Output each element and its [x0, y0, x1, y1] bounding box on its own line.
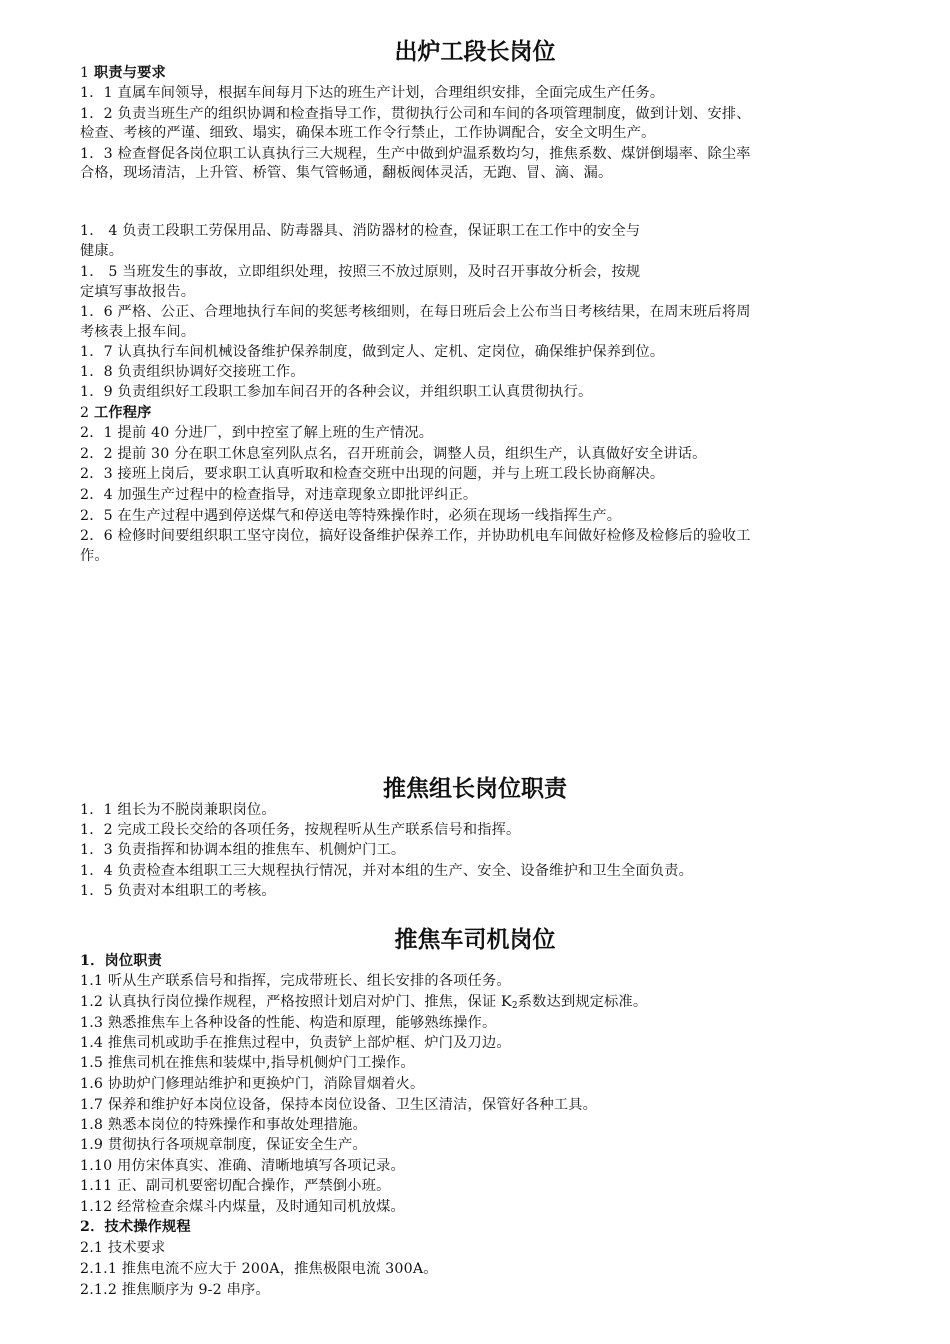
- paragraph-line: 2．4 加强生产过程中的检查指导，对违章现象立即批评纠正。: [80, 487, 478, 503]
- paragraph-line: 1．1 组长为不脱岗兼职岗位。: [80, 802, 276, 818]
- paragraph-line: 1．8 负责组织协调好交接班工作。: [80, 364, 305, 380]
- paragraph-line: 检查、考核的严谨、细致、塌实，确保本班工作令行禁止，工作协调配合，安全文明生产。: [80, 125, 656, 141]
- paragraph-line: 2．2 提前 30 分在职工休息室列队点名，召开班前会，调整人员，组织生产，认真做好安全讲话。: [80, 446, 707, 462]
- section-title-furnace-foreman: 出炉工段长岗位: [394, 38, 556, 65]
- paragraph-line: 2．3 接班上岗后，要求职工认真听取和检查交班中出现的问题，并与上班工段长协商解决。: [80, 466, 665, 482]
- paragraph-line: 1.10 用仿宋体真实、准确、清晰地填写各项记录。: [80, 1158, 405, 1174]
- text-run: 系数达到规定标准。: [517, 994, 648, 1010]
- paragraph-line: 1.6 协助炉门修理站维护和更换炉门，消除冒烟着火。: [80, 1076, 425, 1092]
- paragraph-line: 作。: [80, 548, 109, 564]
- paragraph-line: 2．1 提前 40 分进厂，到中控室了解上班的生产情况。: [80, 425, 434, 441]
- paragraph-line: 1．2 负责当班生产的组织协调和检查指导工作，贯彻执行公司和车间的各项管理制度，做到计划、安排、: [80, 106, 751, 122]
- section-heading-operating-rules: 2．技术操作规程: [80, 1219, 191, 1235]
- paragraph-line: 定填写事故报告。: [80, 284, 196, 300]
- paragraph-line: 2．6 检修时间要组织职工坚守岗位，搞好设备维护保养工作，并协助机电车间做好检修及检修后的验收工: [80, 528, 751, 544]
- paragraph-line: 2．5 在生产过程中遇到停送煤气和停送电等特殊操作时，必须在现场一线指挥生产。: [80, 508, 622, 524]
- paragraph-line: 合格，现场清洁，上升管、桥管、集气管畅通，翻板阀体灵活，无跑、冒、滴、漏。: [80, 165, 613, 181]
- paragraph-line: 1.9 贯彻执行各项规章制度，保证安全生产。: [80, 1137, 367, 1153]
- paragraph-line: 健康。: [80, 243, 124, 259]
- text-run: 1.2 认真执行岗位操作规程，严格按照计划启对炉门、推焦，保证 K: [80, 994, 512, 1010]
- paragraph-line: 1．5 负责对本组职工的考核。: [80, 883, 276, 899]
- paragraph-line: 1.8 熟悉本岗位的特殊操作和事故处理措施。: [80, 1117, 367, 1133]
- paragraph-line: 1．3 检查督促各岗位职工认真执行三大规程，生产中做到炉温系数均匀，推焦系数、煤饼倒塌率、除尘率: [80, 146, 751, 162]
- heading-text: 职责与要求: [93, 65, 166, 81]
- heading-number: 2: [80, 405, 90, 421]
- section-title-pusher-team-leader: 推焦组长岗位职责: [383, 775, 567, 802]
- paragraph-line: 1．1 直属车间领导，根据车间每月下达的班生产计划，合理组织安排，全面完成生产任务。: [80, 85, 665, 101]
- paragraph-line: 1.12 经常检查余煤斗内煤量，及时通知司机放煤。: [80, 1199, 405, 1215]
- paragraph-line: 1．7 认真执行车间机械设备维护保养制度，做到定人、定机、定岗位，确保维护保养到位。: [80, 344, 665, 360]
- paragraph-line: 1.7 保养和维护好本岗位设备，保持本岗位设备、卫生区清洁，保管好各种工具。: [80, 1097, 598, 1113]
- paragraph-line: 1.4 推焦司机或助手在推焦过程中，负责铲上部炉框、炉门及刀边。: [80, 1035, 511, 1051]
- paragraph-line: 2.1.2 推焦顺序为 9-2 串序。: [80, 1282, 270, 1298]
- subscript: 2: [511, 1001, 518, 1011]
- paragraph-line: 2.1.1 推焦电流不应大于 200A，推焦极限电流 300A。: [80, 1261, 438, 1277]
- heading-number: 1: [80, 65, 90, 81]
- paragraph-line: 1.1 听从生产联系信号和指挥，完成带班长、组长安排的各项任务。: [80, 973, 511, 989]
- section-heading-procedure: [80, 404, 880, 422]
- paragraph-line: 1.5 推焦司机在推焦和装煤中,指导机侧炉门工操作。: [80, 1055, 415, 1071]
- paragraph-line: 1． 5 当班发生的事故，立即组织处理，按照三不放过原则，及时召开事故分析会，按规: [80, 264, 641, 280]
- section-title-pusher-driver: 推焦车司机岗位: [394, 926, 556, 953]
- paragraph-line: 1．2 完成工段长交给的各项任务，按规程听从生产联系信号和指挥。: [80, 822, 521, 838]
- paragraph-line: 1．9 负责组织好工段职工参加车间召开的各种会议，并组织职工认真贯彻执行。: [80, 384, 593, 400]
- paragraph-line: 1.11 正、副司机要密切配合操作，严禁倒小班。: [80, 1178, 391, 1194]
- paragraph-line: [80, 993, 880, 1015]
- section-heading-duties: [80, 64, 880, 82]
- paragraph-line: 1．3 负责指挥和协调本组的推焦车、机侧炉门工。: [80, 842, 406, 858]
- section-heading-job-duties: 1．岗位职责: [80, 953, 163, 969]
- paragraph-line: 1． 4 负责工段职工劳保用品、防毒器具、消防器材的检查，保证职工在工作中的安全与: [80, 223, 641, 239]
- paragraph-line: 1．4 负责检查本组职工三大规程执行情况，并对本组的生产、安全、设备维护和卫生全面负责。: [80, 863, 694, 879]
- heading-text: 工作程序: [93, 405, 152, 421]
- paragraph-line: 1.3 熟悉推焦车上各种设备的性能、构造和原理，能够熟练操作。: [80, 1015, 497, 1031]
- paragraph-line: 2.1 技术要求: [80, 1240, 166, 1256]
- paragraph-line: 1．6 严格、公正、合理地执行车间的奖惩考核细则，在每日班后会上公布当日考核结果，在周末班后将周: [80, 304, 751, 320]
- paragraph-line: 考核表上报车间。: [80, 324, 196, 340]
